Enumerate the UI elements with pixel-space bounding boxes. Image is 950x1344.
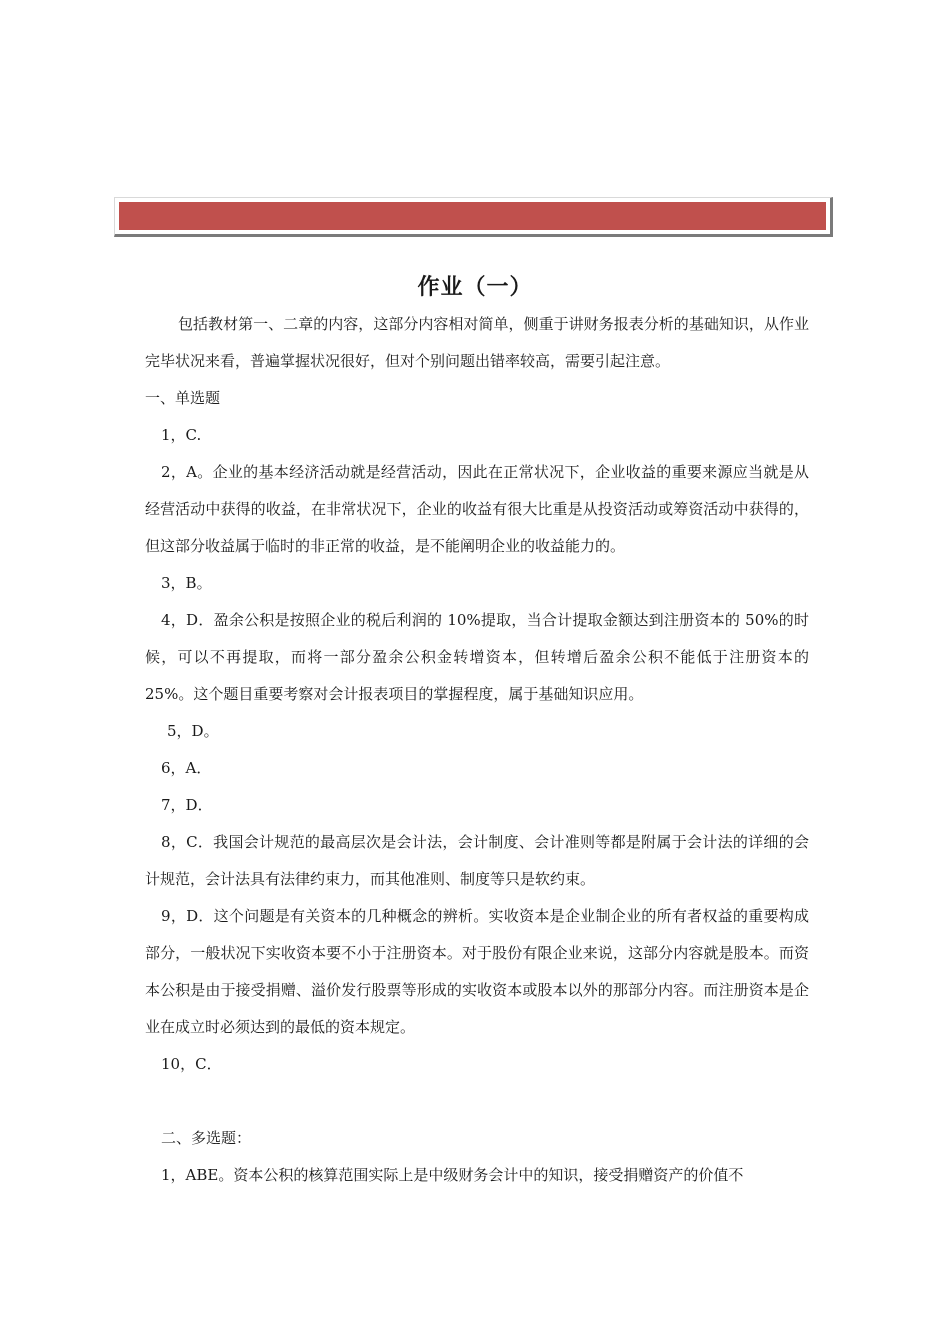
answer-item: 3，B。 (161, 574, 212, 592)
header-banner (114, 197, 833, 237)
answer-item: 10，C． (161, 1055, 222, 1073)
answer-item: 9，D．这个问题是有关资本的几种概念的辨析。实收资本是企业制企业的所有者权益的重要构成部分，一般状况下实收资本要不小于注册资本。对于股份有限企业来说，这部分内容就是股本。而资本公积是由于接受捐赠、溢价发行股票等形成的实收资本或股本以外的那部分内容。而注册资本是企业在成立时必须达到的最低的资本规定。 (145, 907, 809, 1036)
answer-item: 8，C．我国会计规范的最高层次是会计法，会计制度、会计准则等都是附属于会计法的详细的会计规范，会计法具有法律约束力，而其他准则、制度等只是软约束。 (145, 833, 809, 888)
answer-item: 2，A。企业的基本经济活动就是经营活动，因此在正常状况下，企业收益的重要来源应当就是从经营活动中获得的收益，在非常状况下，企业的收益有很大比重是从投资活动或筹资活动中获得的，但这部分收益属于临时的非正常的收益，是不能阐明企业的收益能力的。 (145, 463, 809, 555)
document-body (145, 306, 809, 1194)
header-banner-bar (119, 202, 826, 230)
answer-item: 6，A． (161, 759, 212, 777)
page-title: 作业（一） (417, 274, 533, 300)
section-heading-multi-choice: 二、多选题： (161, 1129, 252, 1147)
paragraph-spacer (145, 1083, 809, 1120)
section-heading-single-choice: 一、单选题 (145, 389, 221, 407)
answer-item: 1，ABE。资本公积的核算范围实际上是中级财务会计中的知识，接受捐赠资产的价值不 (161, 1166, 744, 1184)
intro-paragraph: 包括教材第一、二章的内容，这部分内容相对简单，侧重于讲财务报表分析的基础知识，从作业完毕状况来看，普遍掌握状况很好，但对个别问题出错率较高，需要引起注意。 (145, 315, 809, 370)
answer-item: 4，D．盈余公积是按照企业的税后利润的 10%提取，当合计提取金额达到注册资本的 50%的时候，可以不再提取，而将一部分盈余公积金转增资本，但转增后盈余公积不能低于注册资本的 25%。这个题目重要考察对会计报表项目的掌握程度，属于基础知识应用。 (145, 611, 809, 703)
answer-item: 7，D． (161, 796, 213, 814)
answer-item: 5，D。 (167, 722, 219, 740)
answer-item: 1，C. (161, 426, 202, 444)
